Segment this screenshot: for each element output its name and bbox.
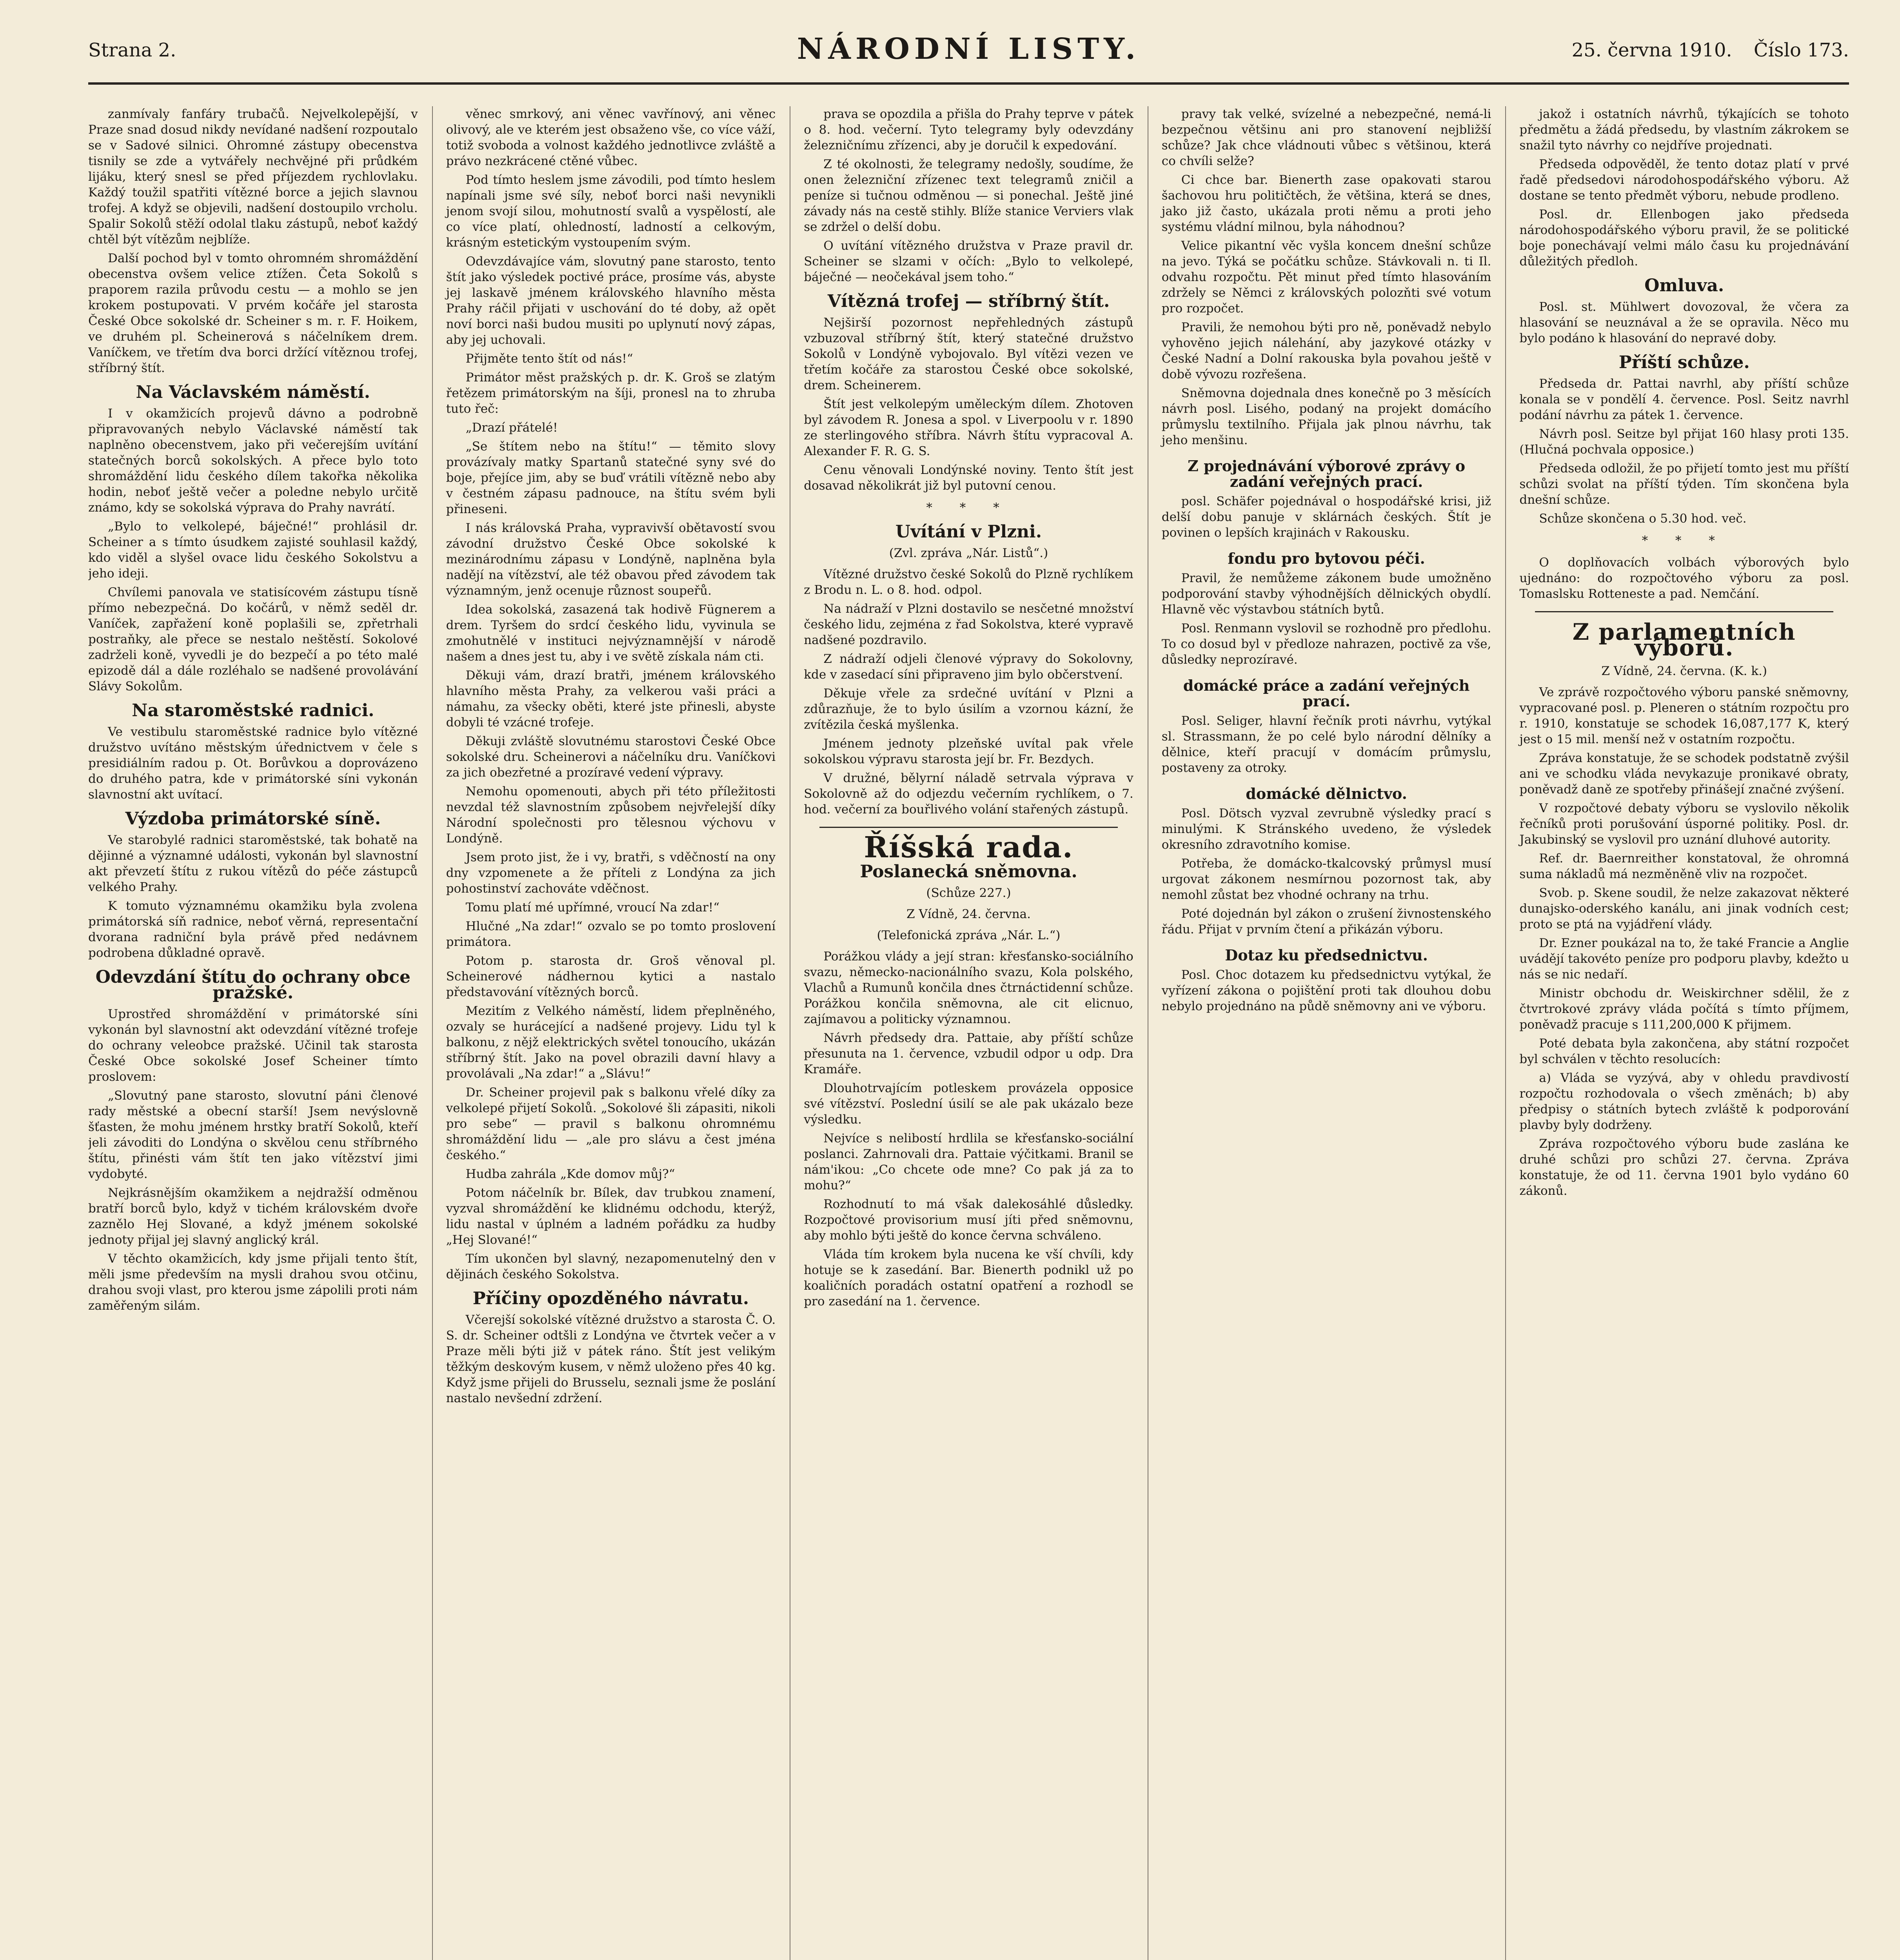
paragraph: Vítězné družstvo české Sokolů do Plzně rychlíkem z Brodu n. L. o 8. hod. odpol. — [804, 567, 1133, 597]
source-note: (Zvl. zpráva „Nár. Listů“.) — [889, 546, 1048, 560]
paragraph: Nemohu opomenouti, abych při této příležitosti nevzdal též slavnostním způsobem nejvřelejší díky Národní společnosti pro tělesnou výchovu v Londýně. — [446, 784, 776, 846]
paragraph: Děkuji vám, drazí bratři, jménem královského hlavního města Prahy, za velkerou vaši práci a námahu, za všecky oběti, které jste přinesli, abyste dobyli té vzácné trofeje. — [446, 668, 776, 730]
section-heading: Příčiny opozděného návratu. — [472, 1289, 749, 1308]
paragraph: Cenu věnovali Londýnské noviny. Tento štít jest dosavad několikrát již byl putovní cenou. — [804, 463, 1133, 493]
paragraph: Děkuje vřele za srdečné uvítání v Plzni a zdůrazňuje, že to bylo úsilím a vzornou kázní, že zvítězila česká myšlenka. — [804, 686, 1133, 732]
paragraph: a) Vláda se vyzývá, aby v ohledu pravdivostí rozpočtu rozhodovala o všech změnách; b) aby předpisy o státních bytech zvláště k podporování plavby byly dodrženy. — [1519, 1071, 1849, 1132]
paragraph: Ministr obchodu dr. Weiskirchner sdělil, že z čtvrtrokové zprávy vláda počítá s tímto příjmem, poněvadž pracuje s 111,200,000 K přijmem. — [1519, 986, 1849, 1032]
section-heading: Poslanecká sněmovna. — [860, 862, 1077, 882]
section-heading: Odevzdání štítu do ochrany obce pražské. — [95, 967, 411, 1003]
paragraph: Předseda dr. Pattai navrhl, aby příští schůze konala se v pondělí 4. července. Posl. Seitz navrhl podání návrhu za pátek 1. července. — [1519, 377, 1849, 422]
column-2 — [432, 106, 776, 1960]
paragraph: Nejširší pozornost nepřehledných zástupů vzbuzoval stříbrný štít, který statečné družstvo Sokolů v Londýně vybojovalo. Byl vítězi vezen ve třetím kočáře za starostou České obce sokolské, drem. Scheinerem. — [804, 316, 1133, 392]
section-heading: Z projednávání výborové zprávy o zadání veřejných prací. — [1188, 457, 1466, 490]
paragraph: Ci chce bar. Bienerth zase opakovati starou šachovou hru političtěch, že většina, která se dnes, jako již často, ukázala proti němu a proti jeho systému vládní milnou, byla náhodnou? — [1161, 173, 1491, 234]
session-number: (Schůze 227.) — [926, 886, 1011, 900]
paragraph: Dr. Ezner poukázal na to, že také Francie a Anglie uvádějí takovéto peníze pro podporu plavby, kdežto u nás se nic nedaří. — [1519, 936, 1849, 982]
paragraph: Svob. p. Skene soudil, že nelze zakazovat některé dunajsko-oderského kanálu, ani jinak vodních cest; proto se ptá na vyjádření vlády. — [1519, 886, 1849, 931]
paragraph: „Bylo to velkolepé, báječné!“ prohlásil dr. Scheiner a s tímto úsudkem zajisté souhlasil každý, kdo viděl a slyšel ovace lidu českého Sokolstvu a jeho ideji. — [88, 519, 418, 581]
paragraph: „Se štítem nebo na štítu!“ — těmito slovy provázívaly matky Spartanů statečné syny své do boje, přejíce jim, aby se buď vrátili vítězně nebo aby v čestném zápasu padnouce, na štítu svém byli přineseni. — [446, 439, 776, 516]
paragraph: Nejkrásnějším okamžikem a nejdražší odměnou bratří borců bylo, když v tichém královském dvoře zaznělo Hej Slované, a když jménem sokolské jednoty přijal jej slavný anglický král. — [88, 1186, 418, 1247]
paragraph: Hudba zahrála „Kde domov můj?“ — [465, 1167, 675, 1181]
paragraph: Návrh posl. Seitze byl přijat 160 hlasy proti 135. (Hlučná pochvala opposice.) — [1519, 427, 1849, 457]
paragraph: Pod tímto heslem jsme závodili, pod tímto heslem napínali jsme své síly, neboť borci naši nevynikli jenom svojí silou, mohutností svalů a vyspělostí, ale co více platí, ohledností, ladností a celkovým, krásným estetickým vystoupením svým. — [446, 173, 776, 250]
paragraph: Dr. Scheiner projevil pak s balkonu vřelé díky za velkolepé přijetí Sokolů. „Sokolové šli zápasiti, nikoli pro sebe“ — pravil s balkonu ohromnému shromáždění lidu — „ale pro slávu a čest jména českého.“ — [446, 1085, 776, 1162]
paragraph: Předseda odložil, že po přijetí tomto jest mu příští schůzi svolat na příští týden. Tím skončena byla dnešní schůze. — [1519, 461, 1849, 507]
main-section-title: Říšská rada. — [864, 831, 1074, 864]
paragraph: V rozpočtové debaty výboru se vyslovilo několik řečníků proti porušování úsporné politiky. Posl. dr. Jakubinský se vyslovil pro uznání dluhové autority. — [1519, 801, 1849, 847]
section-heading: Vítězná trofej — stříbrný štít. — [827, 291, 1110, 311]
section-separator: * * * — [1642, 534, 1727, 548]
paragraph: V těchto okamžicích, kdy jsme přijali tento štít, měli jsme především na mysli drahou svou otčinu, drahou svoji vlast, pro kterou jsme zápolili proti nám zaměřeným silám. — [88, 1252, 418, 1313]
paragraph: Z nádraží odjeli členové výpravy do Sokolovny, kde v zasedací síni připraveno jim bylo občerstvení. — [804, 652, 1133, 682]
paragraph: Schůze skončena o 5.30 hod. več. — [1539, 512, 1747, 526]
paragraph: Poté debata byla zakončena, aby státní rozpočet byl schválen v těchto resolucích: — [1519, 1036, 1849, 1066]
paragraph: Posl. Seliger, hlavní řečník proti návrhu, vytýkal sl. Strassmann, že po celé bylo národní dělníky a dělnice, kteří pracují v domácím průmyslu, postaveny za otroky. — [1161, 714, 1491, 775]
paragraph: Vláda tím krokem byla nucena ke vší chvíli, kdy hotuje se k zasedání. Bar. Bienerth podnikl už po koaličních poradách ostatní opatření a rozhodl se pro zasedání na 1. července. — [804, 1247, 1133, 1308]
page-number: Strana 2. — [88, 39, 176, 61]
paragraph: Potřeba, že domácko-tkalcovský průmysl musí urgovat zákonem nesmírnou pozornost tak, aby nemohl zůstat bez vhodné ochrany na trhu. — [1161, 857, 1491, 902]
paragraph: Jsem proto jist, že i vy, bratři, s vděčností na ony dny vzpomenete a že příteli z Londýna za jich pohostinství zachováte vděčnost. — [446, 850, 776, 896]
paragraph: Mezitím z Velkého náměstí, lidem přeplněného, ozvaly se hurácející a nadšené projevy. Lidu tyl k balkonu, z nějž elektrických světel tonoucího, ukázán stříbrný štít. Jako na povel obrazili davní hlavy a provolávali „Na zdar!“ a „Slávu!“ — [446, 1004, 776, 1081]
paragraph: Primátor měst pražských p. dr. K. Groš se zlatým řetězem primátorským na šíji, pronesl na to zhruba tuto řeč: — [446, 370, 776, 416]
paragraph: Nejvíce s nelibostí hrdlila se křesťansko-sociální poslanci. Zahrnovali dra. Pattaie výčitkami. Branil se nám'ikou: „Co chcete ode mne? Co pak já za to mohu?“ — [804, 1131, 1133, 1192]
paragraph: věnec smrkový, ani věnec vavřínový, ani věnec olivový, ale ve kterém jest obsaženo vše, co více váží, totiž svoboda a volnost každého jednotlivce zvláště a právo nezkrácené ctěné vůbec. — [446, 107, 776, 168]
paragraph: posl. Schäfer pojednával o hospodářské krisi, již delší dobu panuje v sklárnách českých. Štít je povinen o lepších krajinách v Rakousku. — [1161, 494, 1491, 540]
section-heading: Výzdoba primátorské síně. — [125, 809, 381, 829]
issue-info — [1571, 39, 1849, 61]
paragraph: Předseda odpověděl, že tento dotaz platí v prvé řadě předsedovi národohospodářského výboru. Až dostane se tento předmět výboru, nebude prodleno. — [1519, 157, 1849, 203]
paragraph: O doplňovacích volbách výborových bylo ujednáno: do rozpočtového výboru za posl. Tomaslsku Rotteneste a pad. Nemčání. — [1519, 555, 1849, 601]
paragraph: Odevzdávajíce vám, slovutný pane starosto, tento štít jako výsledek poctivé práce, prosíme vás, abyste jej laskavě jménem královského hlavního města Prahy ráčil přijati v uschování do té doby, až opět noví borci naši budou musiti po uplynutí nový zápas, aby jej uchovali. — [446, 254, 776, 347]
section-heading: Příští schůze. — [1618, 352, 1750, 372]
paragraph: Posl. Renmann vyslovil se rozhodně pro předlohu. To co dosud byl v předloze nahrazen, poctivě za vše, důsledky neprozíravé. — [1161, 621, 1491, 667]
paragraph: Rozhodnutí to má však dalekosáhlé důsledky. Rozpočtové provisorium musí jíti před sněmovnu, aby mohlo býti ještě do konce června schváleno. — [804, 1197, 1133, 1243]
section-heading: fondu pro bytovou péči. — [1228, 550, 1425, 567]
paragraph: Potom náčelník br. Bílek, dav trubkou znamení, vyzval shromáždění ke klidnému odchodu, kterýž, lidu nastal v úplném a ladném pořádku za hudby „Hej Slované!“ — [446, 1186, 776, 1247]
paragraph: Posl. dr. Ellenbogen jako předseda národohospodářského výboru pravil, že se politické boje ponechávají velmi málo času ku projednávání důležitých předloh. — [1519, 207, 1849, 269]
paragraph: Idea sokolská, zasazená tak hodivě Fügnerem a drem. Tyršem do srdcí českého lidu, vyvinula se zmohutnělé v instituci nejvýznamnější v národě našem a dnes jest tu, aby i ve světě získala nám cti. — [446, 603, 776, 664]
paragraph: Další pochod byl v tomto ohromném shromáždění obecenstva ovšem velice ztížen. Četa Sokolů s praporem razila průvodu cestu — a mohlo se jen krokem postupovati. V prvém kočáře jel starosta České Obce sokolské dr. Scheiner s m. r. F. Hoikem, ve druhém pl. Scheinerová s náčelníkem drem. Vaníčkem, ve třetím dva borci držící vítěznou trofej, stříbrný štít. — [88, 251, 418, 375]
section-heading: domácké dělnictvo. — [1246, 785, 1407, 802]
paragraph: Pravili, že nemohou býti pro ně, poněvadž nebylo vyhověno jejich nálehání, aby jazykové otázky v České Nadní a Dolní rakouska byla povahou ještě v době vývozu rozřešena. — [1161, 320, 1491, 381]
paragraph: I nás královská Praha, vypravivší obětavostí svou závodní družstvo České Obce sokolské k mezinárodnímu zápasu v Londýně, naplněna byla nadějí na vítězství, ale též obavou před závodem tak významným, jenž ocenuje různost soupeřů. — [446, 521, 776, 598]
section-heading: Na Václavském náměstí. — [136, 382, 371, 402]
paragraph: Posl. st. Mühlwert dovozoval, že včera za hlasování se neuznával a že se opravila. Něco mu bylo podáno k hlasování do nepravé doby. — [1519, 300, 1849, 345]
paragraph: Pravil, že nemůžeme zákonem bude umožněno podporování stavby výhodnějších dělnických obydlí. Hlavně věc výstavbou státních bytů. — [1161, 571, 1491, 617]
paragraph: Přijměte tento štít od nás!“ — [465, 352, 633, 366]
paragraph: „Drazí přátelé! — [465, 421, 558, 435]
paragraph: Ref. dr. Baernreither konstatoval, že ohromná suma nákladů má nezměněně vliv na rozpočet. — [1519, 851, 1849, 881]
paragraph: I v okamžicích projevů dávno a podrobně připravovaných nebylo Václavské náměstí tak naplněno obecenstvem, jako při večerejším uvítání statečných borců sokolských. A přece bylo toto shromáždění lidu českého dílem takořka několika hodin, neboť ještě večer a poledne nebylo určitě známo, kdy se sokolská výprava do Prahy navrátí. — [88, 407, 418, 515]
column-3 — [790, 106, 1133, 1960]
paragraph: Zpráva rozpočtového výboru bude zaslána ke druhé schůzi pro schůzi 27. června. Zpráva konstatuje, že od 11. června 1901 bylo vydáno 60 zákonů. — [1519, 1137, 1849, 1198]
paragraph: Tomu platí mé upřímné, vroucí Na zdar!“ — [465, 900, 720, 915]
newspaper-title: NÁRODNÍ LISTY. — [797, 32, 1141, 66]
paragraph: Ve starobylé radnici staroměstské, tak bohatě na dějinné a významné události, vykonán byl slavnostní akt převzetí štítu z rukou vítězů do péče zástupců velkého Prahy. — [88, 833, 418, 894]
section-heading: Uvítání v Plzni. — [895, 522, 1042, 542]
paragraph: Štít jest velkolepým uměleckým dílem. Zhotoven byl závodem R. Jonesa a spol. v Liverpoolu v r. 1890 ze sterlingového stříbra. Návrh štítu vypracoval A. Alexander F. R. G. S. — [804, 397, 1133, 458]
paragraph: „Slovutný pane starosto, slovutní páni členové rady městské a obecní starší! Jsem nevýslovně šťasten, že mohu jménem hrstky bratří Sokolů, kteří jeli závoditi do Londýna o skvělou cenu stříbrného štítu, přinésti vám štít ten jako vítězství jimi vydobyté. — [88, 1089, 418, 1181]
main-section-title: Z parlamentních výborů. — [1572, 619, 1796, 661]
paragraph: Velice pikantní věc vyšla koncem dnešní schůze na jevo. Týká se počátku schůze. Stávkovali n. ti Il. odvahu rozpočtu. Pět minut před tímto hlasováním zdržely se Němci z královských polozňti své votum pro rozpočet. — [1161, 239, 1491, 316]
paragraph: K tomuto významnému okamžiku byla zvolena primátorská síň radnice, neboť věrná, representační dvorana radniční byla právě před nedávnem podrobena důkladné opravě. — [88, 899, 418, 960]
paragraph: Návrh předsedy dra. Pattaie, aby příští schůze přesunuta na 1. července, vzbudil odpor u odp. Dra Kramáře. — [804, 1031, 1133, 1076]
paragraph: O uvítání vítězného družstva v Praze pravil dr. Scheiner se slzami v očích: „Bylo to velkolepé, báječné — neočekával jsem toho.“ — [804, 239, 1133, 284]
paragraph: jakož i ostatních návrhů, týkajících se tohoto předmětu a žádá předsedu, by vlastním zákrokem se snažil tyto návrhy co nejdříve projednati. — [1519, 107, 1849, 152]
paragraph: Posl. Dötsch vyzval zevrubně výsledky prací s minulými. K Stránského uvedeno, že výsledek okresního zdravotního komise. — [1161, 806, 1491, 852]
divider — [819, 827, 1118, 828]
paragraph: Včerejší sokolské vítězné družstvo a starosta Č. O. S. dr. Scheiner odtšli z Londýna ve čtvrtek večer a v Praze měli býti již v pátek ráno. Štít jest velikým těžkým deskovým kusem, v němž uloženo přes 40 kg. Když jsme přijeli do Brusselu, seznali jsme že poslání nastalo nevšední zdržení. — [446, 1313, 776, 1405]
section-heading: domácké práce a zadání veřejných prací. — [1183, 677, 1470, 710]
section-heading: Dotaz ku předsednictvu. — [1225, 946, 1428, 964]
paragraph: Na nádraží v Plzni dostavilo se nesčetné množství českého lidu, zejména z řad Sokolstva, které vypravě nadšené pozdravilo. — [804, 602, 1133, 647]
column-5 — [1505, 106, 1849, 1960]
paragraph: prava se opozdila a přišla do Prahy teprve v pátek o 8. hod. večerní. Tyto telegramy byly odevzdány železničnímu zřízenci, aby je doručil k expedování. — [804, 107, 1133, 152]
paragraph: Ve zprávě rozpočtového výboru panské sněmovny, vypracované posl. p. Pleneren o státním rozpočtu pro r. 1910, konstatuje se schodek 16,087,177 K, který jest o 15 mil. menší než v ostatním rozpočtu. — [1519, 685, 1849, 746]
dateline: Z Vídně, 24. června. — [906, 907, 1031, 921]
paragraph: Posl. Choc dotazem ku předsednictvu vytýkal, že vyřízení zákona o pojištění proti tak dlouhou dobu nebylo projednáno na půdě sněmovny ani ve výboru. — [1161, 968, 1491, 1013]
column-4 — [1148, 106, 1491, 1960]
paragraph: Potom p. starosta dr. Groš věnoval pl. Scheinerové nádhernou kytici a nastalo představování vítězných borců. — [446, 954, 776, 999]
article-columns — [88, 106, 1849, 1960]
divider — [1535, 611, 1833, 612]
paragraph: Chvílemi panovala ve statisícovém zástupu tísně přímo nebezpečná. Do kočárů, v němž seděl dr. Vaníček, zapřažení koně poplašili se, zpřetrhali postraňky, ale přece se nestalo neštěstí. Sokolové zadrželi koně, vyvedli je do bezpečí a po této malé epizodě dál a dále rozléhalo se nadšené provolávání Slávy Sokolům. — [88, 585, 418, 693]
paragraph: Zpráva konstatuje, že se schodek podstatně zvýšil ani ve schodku vláda nevykazuje pronikavé obraty, poněvadž daně ze spotřeby přinášejí značné zvýšení. — [1519, 751, 1849, 797]
section-heading: Na staroměstské radnici. — [132, 701, 374, 720]
source-note: (Telefonická zpráva „Nár. L.“) — [877, 928, 1061, 942]
dateline: Z Vídně, 24. června. (K. k.) — [1601, 664, 1767, 678]
paragraph: V družné, bělyrní náladě setrvala výprava v Sokolovně až do odjezdu večerním rychlíkem, o 7. hod. večerní za bouřlivého volání stařených zástupů. — [804, 771, 1133, 817]
paragraph: Uprostřed shromáždění v primátorské síni vykonán byl slavnostní akt odevzdání vítězné trofeje do ochrany veleobce pražské. Učinil tak starosta České Obce sokolské Josef Scheiner tímto proslovem: — [88, 1007, 418, 1084]
section-separator: * * * — [926, 501, 1011, 515]
paragraph: Z té okolnosti, že telegramy nedošly, soudíme, že onen železniční zřízenec text telegramů zničil a peníze si tučnou odměnou — si ponechal. Ještě jiné závady nás na cestě stihly. Blíže stanice Verviers vlak se zdržel o delší dobu. — [804, 157, 1133, 234]
paragraph: Tím ukončen byl slavný, nezapomenutelný den v dějinách českého Sokolstva. — [446, 1252, 776, 1281]
section-heading: Omluva. — [1644, 276, 1724, 296]
paragraph: pravy tak velké, svízelné a nebezpečné, nemá-li bezpečnou většinu ani pro stanovení nejbližší schůze? Jak chce vládnouti vůbec s většinou, která co chvíli selže? — [1161, 107, 1491, 168]
paragraph: Sněmovna dojednala dnes konečně po 3 měsících návrh posl. Lisého, podaný na projekt domácího průmyslu textilního. Přijala jak plnou návrhu, tak jeho menšinu. — [1161, 386, 1491, 447]
masthead — [88, 24, 1849, 85]
column-1 — [88, 106, 418, 1960]
paragraph: Poté dojednán byl zákon o zrušení živnostenského řádu. Přijat v prvním čtení a přikázán výboru. — [1161, 907, 1491, 936]
paragraph: Hlučné „Na zdar!“ ozvalo se po tomto proslovení primátora. — [446, 919, 776, 949]
issue-date: 25. června 1910. — [1571, 39, 1732, 61]
paragraph: Jménem jednoty plzeňské uvítal pak vřele sokolskou výpravu starosta její br. Fr. Bezdych. — [804, 737, 1133, 766]
paragraph: Ve vestibulu staroměstské radnice bylo vítězné družstvo uvítáno městským úřednictvem v čele s presidiálním radou p. Ot. Borůvkou a doprovázeno do druhého patra, kde v primátorské síni vykonán slavnostní akt uvítací. — [88, 725, 418, 802]
paragraph: zanmívaly fanfáry trubačů. Nejvelkolepější, v Praze snad dosud nikdy nevídané nadšení rozpoutalo se v Sadové silnici. Ohromné zástupy obecenstva tisnily se zde a vytvářely nechvějné při průdkém lijáku, který snesl se před příjezdem rychlovlaku. Každý toužil spatřiti vítězné borce a jejich slavnou trofej. A když se objevili, nadšení dostoupilo vrcholu. Spalir Sokolů stěží odolal tlaku zástupů, neboť každý chtěl být vítězům nejblíže. — [88, 107, 418, 247]
issue-number: Číslo 173. — [1753, 39, 1849, 61]
paragraph: Porážkou vlády a její stran: křesťansko-sociálního svazu, německo-nacionálního svazu, Kola polského, Vlachů a Rumunů končila dnes čtrnáctidenní schůze. Porážkou končila sněmovna, ale cit elicnuo, zajímavou a politicky významnou. — [804, 949, 1133, 1026]
paragraph: Děkuji zvláště slovutnému starostovi České Obce sokolské dru. Scheinerovi a náčelníku dru. Vaníčkovi za jich obezřetné a prozíravé vedení výpravy. — [446, 734, 776, 780]
paragraph: Dlouhotrvajícím potleskem provázela opposice své vítězství. Poslední úsilí se ale pak ukázalo beze výsledku. — [804, 1081, 1133, 1127]
